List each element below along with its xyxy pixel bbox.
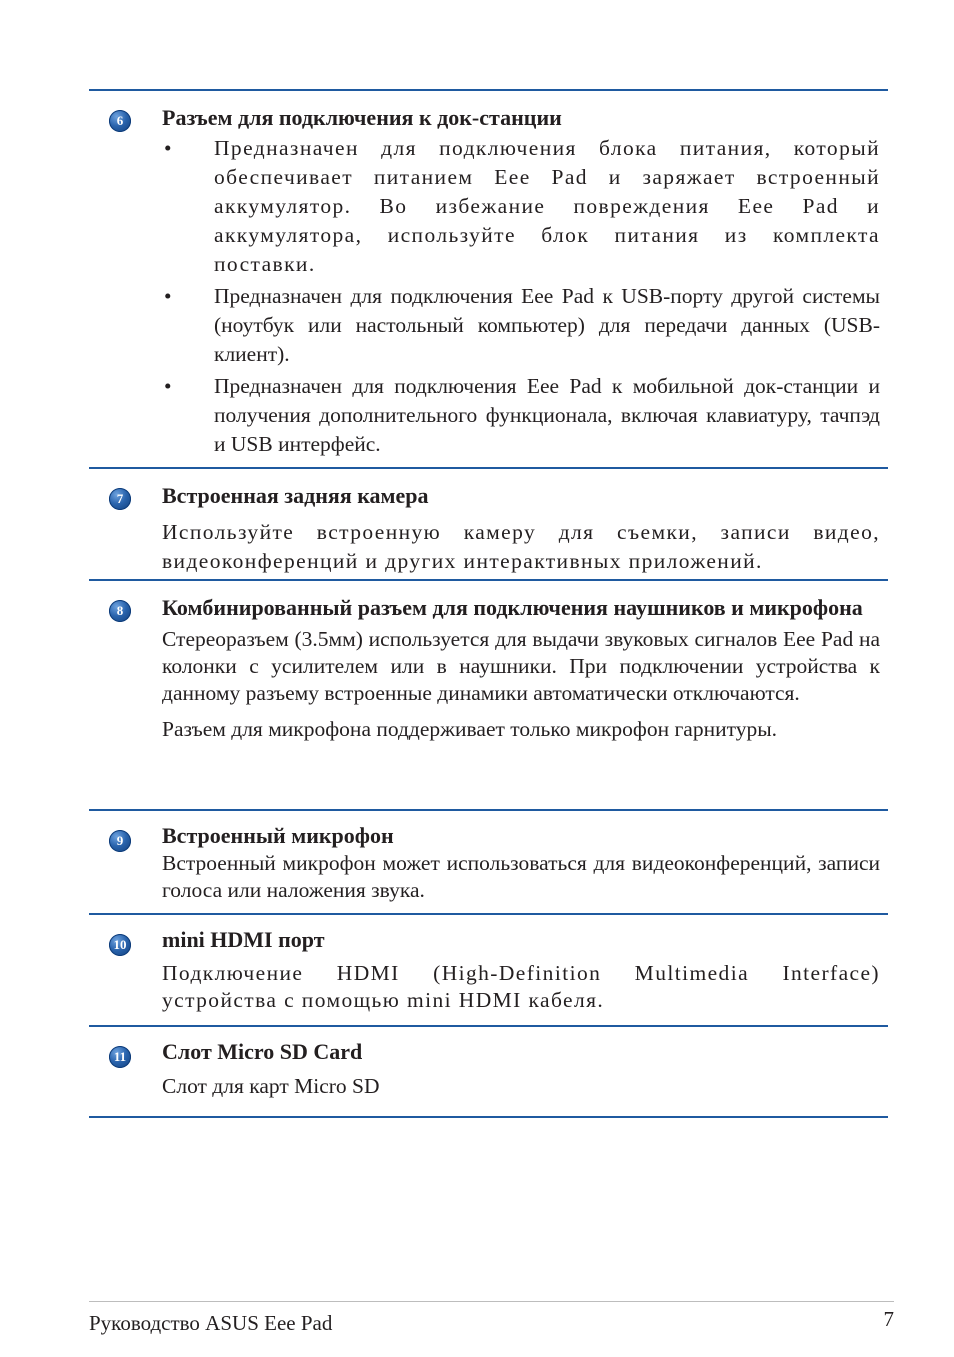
bullet-item: • Предназначен для подключения Eee Pad к USB-порту другой системы (ноутбук или настольный компьютер) для передачи данных (USB-клиент). [162,282,880,369]
section-title: Комбинированный разъем для подключения наушников и микрофона [162,595,863,620]
section-title: Разъем для подключения к док-станции [162,105,562,130]
page-number: 7 [883,1307,894,1331]
manual-content [89,89,888,1118]
section-title: Встроенная задняя камера [162,483,429,508]
section-dock-connector [89,89,888,467]
section-text: Стереоразъем (3.5мм) используется для выдачи звуковых сигналов Eee Pad на колонки с усилителем или в наушники. При подключении устройства к данному разъему встроенные динамики автоматически отключаются. [162,627,880,705]
section-text: Встроенный микрофон может использоваться для видеоконференций, записи голоса или наложения звука. [162,851,880,902]
page-footer [89,1301,894,1335]
section-title: Слот Micro SD Card [162,1039,363,1064]
section-title: Встроенный микрофон [162,823,394,848]
section-text: Подключение HDMI (High-Definition Multimedia Interface) устройства с помощью mini HDMI кабеля. [162,961,880,1012]
bullet-list [162,134,880,459]
section-number-badge: 11 [109,1046,131,1068]
section-text: Слот для карт Micro SD [162,1074,380,1098]
bullet-item: • Предназначен для подключения блока питания, который обеспечивает питанием Eee Pad и заряжает встроенный аккумулятор. Во избежание повреждения Eee Pad и аккумулятора, используйте блок питания из комплекта поставки. [162,134,880,279]
section-number-badge: 8 [109,600,131,622]
section-audio-jack [89,579,888,809]
section-title: mini HDMI порт [162,927,325,952]
section-number-badge: 6 [109,110,131,132]
bullet-item: • Предназначен для подключения Eee Pad к мобильной док-станции и получения дополнительного функционала, включая клавиатуру, тачпэд и USB интерфейс. [162,372,880,459]
section-mini-hdmi [89,913,888,1025]
section-microphone [89,809,888,913]
section-micro-sd [89,1025,888,1118]
section-rear-camera [89,467,888,579]
section-text: Разъем для микрофона поддерживает только микрофон гарнитуры. [162,717,778,741]
footer-title: Руководство ASUS Eee Pad [89,1311,333,1335]
section-number-badge: 10 [109,934,131,956]
section-number-badge: 7 [109,488,131,510]
section-text: Используйте встроенную камеру для съемки, записи видео, видеоконференций и других интерактивных приложений. [162,520,880,573]
section-number-badge: 9 [109,830,131,852]
